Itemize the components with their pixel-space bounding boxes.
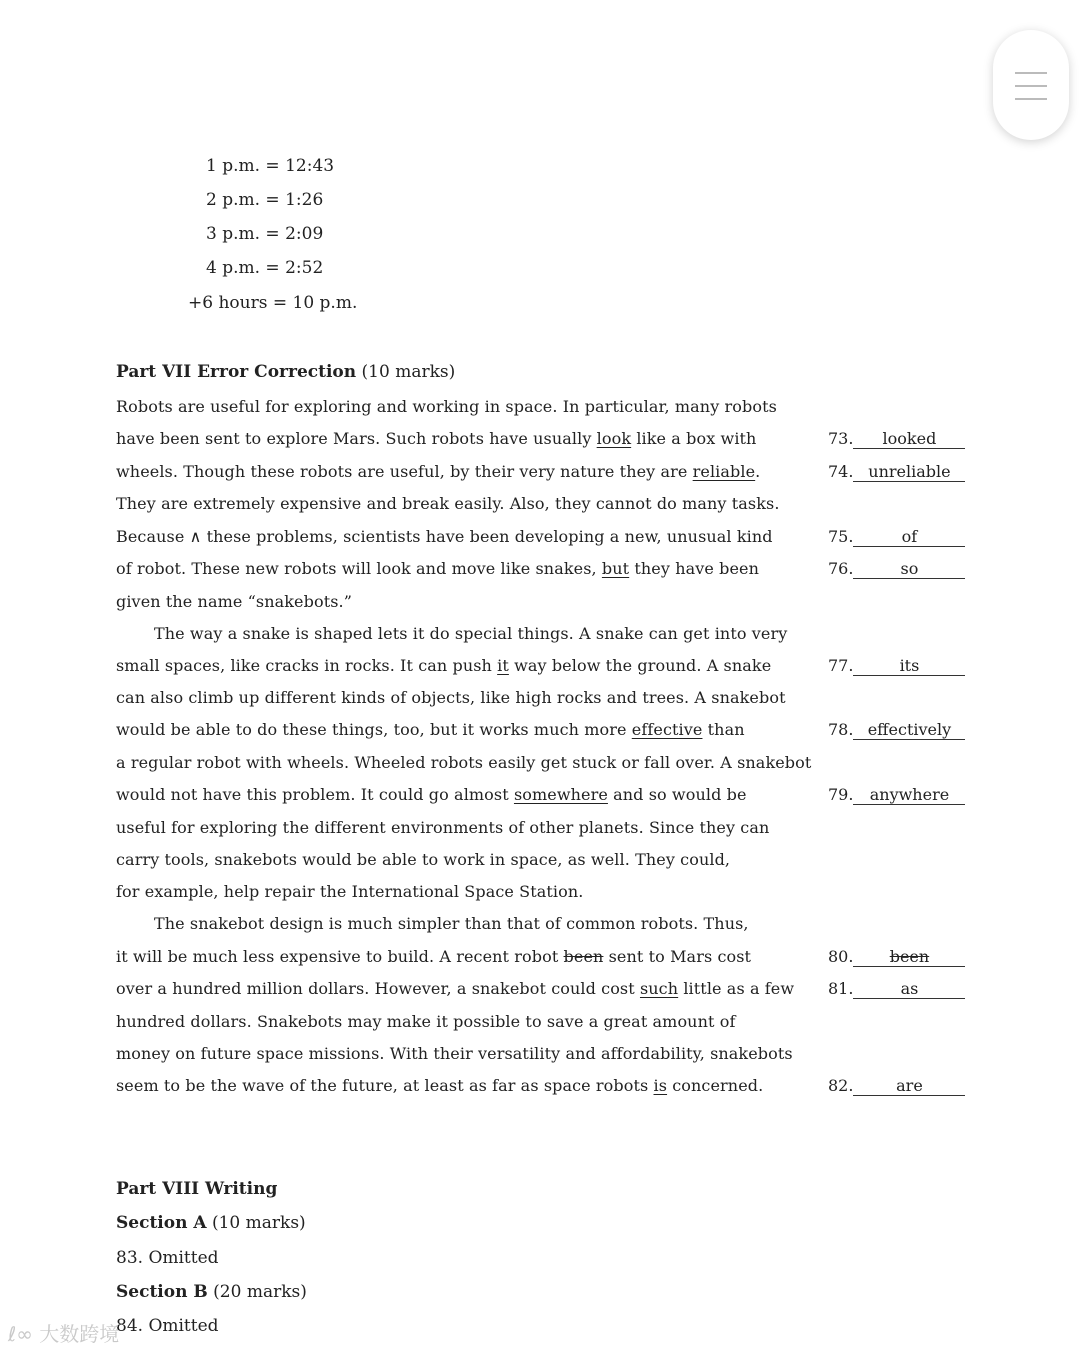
- error-word: it: [497, 656, 509, 675]
- watermark: ℓ∞ 大数跨境: [8, 1322, 120, 1346]
- answer-77: 77. its: [828, 656, 965, 676]
- menu-button[interactable]: [993, 30, 1069, 140]
- error-word: such: [639, 979, 679, 998]
- passage-line: small spaces, like cracks in rocks. It can push it way below the ground. A snake: [116, 656, 772, 675]
- error-word: somewhere: [513, 785, 608, 804]
- time-line-4: 4 p.m. = 2:52: [206, 258, 324, 278]
- part7-heading: [116, 362, 455, 382]
- passage-line: over a hundred million dollars. However, a snakebot could cost such little as a few: [116, 979, 795, 998]
- passage-line: can also climb up different kinds of objects, like high rocks and trees. A snakebot: [116, 688, 786, 707]
- answer-75: 75. of: [828, 527, 965, 547]
- answer-78: 78. effectively: [828, 720, 965, 740]
- time-line-3: 3 p.m. = 2:09: [206, 224, 324, 244]
- passage-line: carry tools, snakebots would be able to work in space, as well. They could,: [116, 850, 731, 869]
- passage-line: seem to be the wave of the future, at least as far as space robots is concerned.: [116, 1076, 764, 1095]
- answer-76: 76. so: [828, 559, 965, 579]
- answer-80: 80. been: [828, 947, 965, 967]
- passage-line: Because ∧ these problems, scientists have been developing a new, unusual kind: [116, 527, 773, 546]
- error-word: but: [601, 559, 630, 578]
- part7-marks: (10 marks): [361, 362, 456, 382]
- passage-line: would not have this problem. It could go almost somewhere and so would be: [116, 785, 747, 804]
- passage-line: money on future space missions. With their versatility and affordability, snakebots: [116, 1044, 793, 1063]
- passage-line: it will be much less expensive to build. A recent robot been sent to Mars cost: [116, 947, 752, 966]
- error-word: look: [596, 429, 632, 448]
- error-word: effective: [631, 720, 703, 739]
- passage-line: The way a snake is shaped lets it do special things. A snake can get into very: [154, 624, 788, 643]
- error-word: is: [653, 1076, 668, 1095]
- item-83: 83. Omitted: [116, 1248, 219, 1268]
- time-line-1: 1 p.m. = 12:43: [206, 156, 335, 176]
- passage-line: given the name “snakebots.”: [116, 592, 352, 611]
- error-word: reliable: [692, 462, 756, 481]
- time-line-5: +6 hours = 10 p.m.: [188, 293, 358, 313]
- answer-73: 73. looked: [828, 429, 965, 449]
- passage-line: useful for exploring the different environments of other planets. Since they can: [116, 818, 770, 837]
- answer-79: 79. anywhere: [828, 785, 965, 805]
- passage-line: hundred dollars. Snakebots may make it possible to save a great amount of: [116, 1012, 736, 1031]
- section-b-heading: Section B (20 marks): [116, 1282, 307, 1302]
- section-a-heading: Section A (10 marks): [116, 1213, 306, 1233]
- passage-line: They are extremely expensive and break easily. Also, they cannot do many tasks.: [116, 494, 780, 513]
- struck-word: been: [563, 947, 604, 966]
- answer-82: 82. are: [828, 1076, 965, 1096]
- time-line-2: 2 p.m. = 1:26: [206, 190, 324, 210]
- passage-line: have been sent to explore Mars. Such robots have usually look like a box with: [116, 429, 757, 448]
- answer-74: 74. unreliable: [828, 462, 965, 482]
- answer-81: 81. as: [828, 979, 965, 999]
- part8-heading: Part VIII Writing: [116, 1179, 278, 1199]
- passage-line: of robot. These new robots will look and move like snakes, but they have been: [116, 559, 760, 578]
- passage-line: The snakebot design is much simpler than that of common robots. Thus,: [154, 914, 749, 933]
- part7-title: Part VII Error Correction: [116, 362, 357, 382]
- passage-line: Robots are useful for exploring and working in space. In particular, many robots: [116, 397, 777, 416]
- passage-line: a regular robot with wheels. Wheeled robots easily get stuck or fall over. A snakebot: [116, 753, 812, 772]
- passage-line: would be able to do these things, too, but it works much more effective than: [116, 720, 745, 739]
- item-84: 84. Omitted: [116, 1316, 219, 1336]
- passage-line: for example, help repair the International Space Station.: [116, 882, 584, 901]
- passage-line: wheels. Though these robots are useful, by their very nature they are reliable.: [116, 462, 761, 481]
